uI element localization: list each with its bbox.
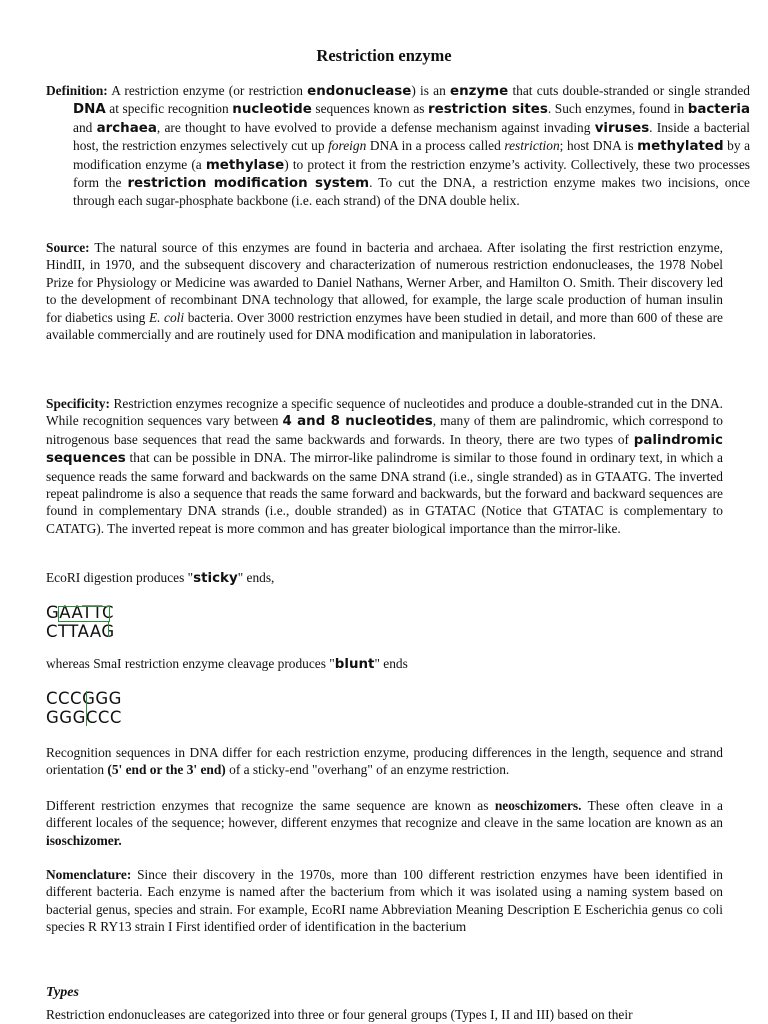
- ecori-bottom-strand: CTTAAG: [46, 621, 115, 641]
- definition-paragraph: Definition: A restriction enzyme (or restriction endonuclease) is an enzyme that cuts double-stranded or single stranded DNA at specific recognition nucleotide sequences known as restriction sites. Such enzymes, found in bacteria and archaea, are thought to have evolved to provide a defense mechanism against invading viruses. Inside a bacterial host, the restriction enzymes selectively cut up foreign DNA in a process called restriction; host DNA is methylated by a modification enzyme (a methylase) to protect it from the restriction enzyme’s activity. Collectively, these two processes form the restriction modification system. To cut the DNA, a restriction enzyme makes two incisions, once through each sugar-phosphate backbone (i.e. each strand) of the DNA double helix.: [46, 83, 751, 209]
- types-paragraph: Restriction endonucleases are categorized into three or four general groups (Types I, II and III) based on their: [46, 1007, 633, 1022]
- source-paragraph: Source: The natural source of this enzymes are found in bacteria and archaea. After isolating the first restriction enzyme, HindII, in 1970, and the subsequent discovery and characterization of numerous restriction endonucleases, the 1978 Nobel Prize for Physiology or Medicine was awarded to Daniel Nathans, Werner Arber, and Hamilton O. Smith. Their discovery led to the development of recombinant DNA technology that allowed, for example, the large scale production of human insulin for diabetics using E. coli bacteria. Over 3000 restriction enzymes have been studied in detail, and more than 600 of these are available commercially and are routinely used for DNA modification and manipulation in laboratories.: [46, 240, 723, 343]
- specificity-label: Specificity:: [46, 396, 110, 411]
- ecori-sentence: EcoRI digestion produces "sticky" ends,: [46, 570, 275, 586]
- neoschizomer-paragraph: Different restriction enzymes that recognize the same sequence are known as neoschizomers. These often cleave in a different locales of the sequence; however, different enzymes that recognize and cleave in the same location are known as an isoschizomer.: [46, 798, 723, 848]
- page-title: Restriction enzyme: [316, 46, 452, 65]
- smai-sentence: whereas SmaI restriction enzyme cleavage produces "blunt" ends: [46, 656, 408, 672]
- smai-cut-marker: [86, 691, 87, 726]
- ecori-top-strand: GAATTC: [46, 603, 114, 622]
- smai-bottom-strand: GGGCCC: [46, 707, 122, 727]
- nomenclature-label: Nomenclature:: [46, 867, 132, 882]
- smai-sequence: [46, 690, 122, 727]
- ecori-cut-marker-bottom: [108, 621, 109, 637]
- ecori-cut-marker-top: [58, 606, 110, 622]
- specificity-paragraph: Specificity: Restriction enzymes recognize a specific sequence of nucleotides and produce a double-stranded cut in the DNA. While recognition sequences vary between 4 and 8 nucleotides, many of them are palindromic, which correspond to nitrogenous base sequences that read the same backwards and forwards. In theory, there are two types of palindromic sequences that can be possible in DNA. The mirror-like palindrome is similar to those found in ordinary text, in which a sequence reads the same forward and backwards on the same DNA strand (i.e., single stranded) as in GTAATG. The inverted repeat palindrome is also a sequence that reads the same forward and backwards, but the forward and backward sequences are found in complementary DNA strands (i.e., double stranded) as in GTATAC (Notice that GTATAC is complementary to CATATG). The inverted repeat is more common and has greater biological importance than the mirror-like.: [46, 396, 723, 536]
- definition-label: Definition:: [46, 83, 108, 98]
- source-label: Source:: [46, 240, 90, 255]
- ecori-sequence: [46, 604, 115, 641]
- types-heading: Types: [46, 985, 79, 1000]
- ecori-cut-marker-mid: [58, 621, 108, 622]
- smai-top-strand: CCCGGG: [46, 689, 122, 708]
- nomenclature-paragraph: Nomenclature: Since their discovery in the 1970s, more than 100 different restriction enzymes have been identified in different bacteria. Each enzyme is named after the bacterium from which it was isolated using a naming system based on bacterial genus, species and strain. For example, EcoRI name Abbreviation Meaning Description E Escherichia genus co coli species R RY13 strain I First identified order of identification in the bacterium: [46, 867, 723, 935]
- recognition-paragraph: Recognition sequences in DNA differ for each restriction enzyme, producing differences in the length, sequence and strand orientation (5' end or the 3' end) of a sticky-end "overhang" of an enzyme restriction.: [46, 745, 723, 778]
